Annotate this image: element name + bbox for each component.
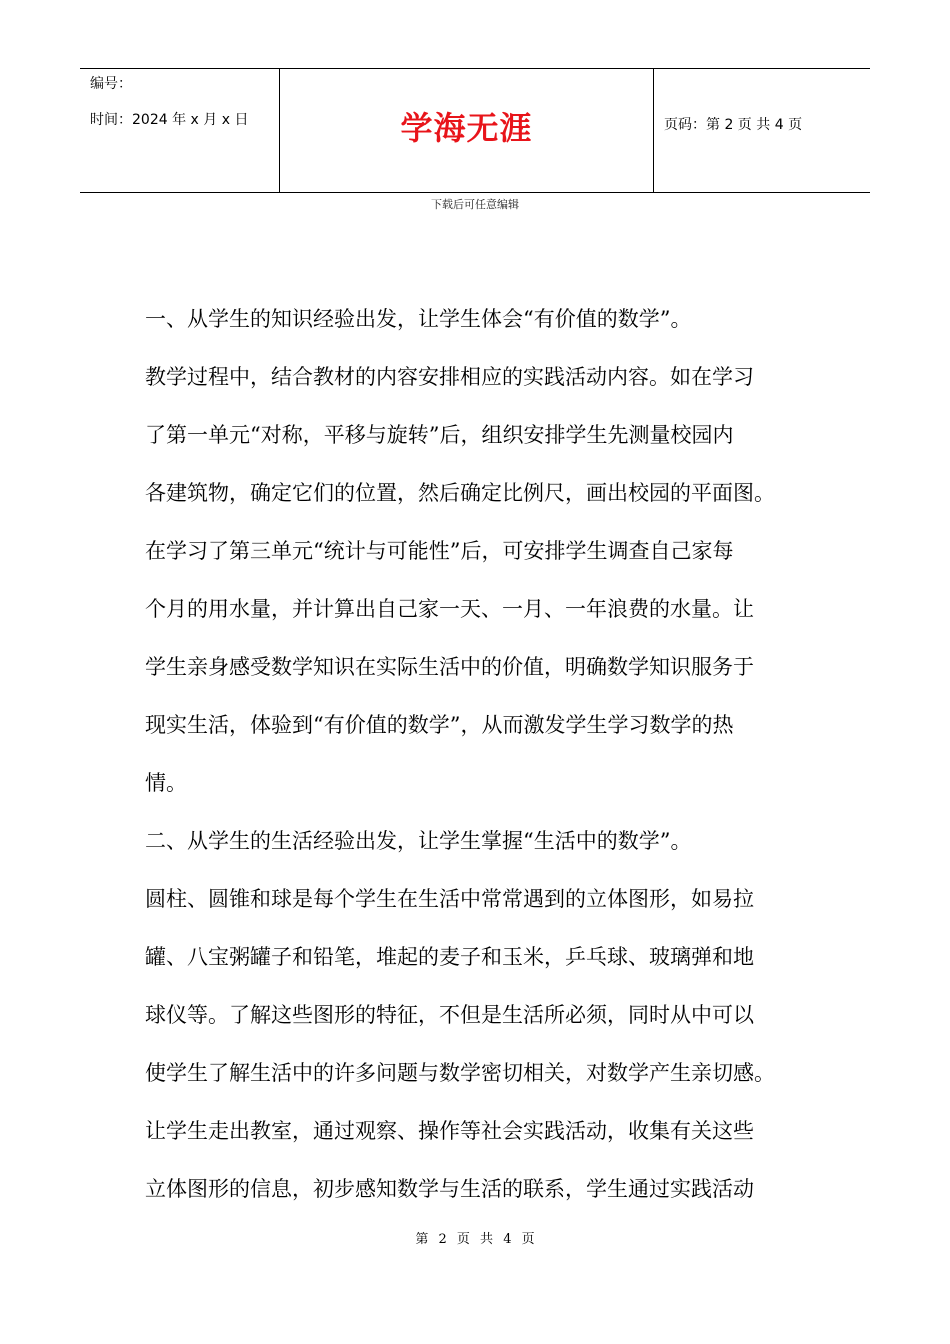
brand-title: 学海无涯 bbox=[400, 109, 533, 147]
body-line: 一、从学生的知识经验出发，让学生体会“有价值的数学”。 bbox=[145, 307, 692, 331]
body-text bbox=[145, 290, 835, 1218]
page-footer: 第 2 页 共 4 页 bbox=[415, 1232, 535, 1247]
body-line: 了第一单元“对称，平移与旋转”后，组织安排学生先测量校园内 bbox=[145, 423, 734, 447]
body-line: 情。 bbox=[145, 771, 187, 795]
header-right-cell bbox=[654, 69, 870, 192]
document-header bbox=[80, 68, 870, 193]
edit-note: 下载后可任意编辑 bbox=[431, 198, 519, 211]
date-label: 时间：2024 年 x 月 x 日 bbox=[90, 112, 249, 128]
body-line: 个月的用水量，并计算出自己家一天、一月、一年浪费的水量。让 bbox=[145, 597, 754, 621]
body-line: 二、从学生的生活经验出发，让学生掌握“生活中的数学”。 bbox=[145, 829, 692, 853]
body-line: 教学过程中，结合教材的内容安排相应的实践活动内容。如在学习 bbox=[145, 365, 754, 389]
body-line: 学生亲身感受数学知识在实际生活中的价值，明确数学知识服务于 bbox=[145, 655, 754, 679]
serial-number-label: 编号： bbox=[90, 76, 132, 92]
body-line: 各建筑物，确定它们的位置，然后确定比例尺，画出校园的平面图。 bbox=[145, 481, 775, 505]
body-line: 球仪等。了解这些图形的特征，不但是生活所必须，同时从中可以 bbox=[145, 1003, 754, 1027]
body-line: 立体图形的信息，初步感知数学与生活的联系，学生通过实践活动 bbox=[145, 1177, 754, 1201]
body-line: 现实生活，体验到“有价值的数学”，从而激发学生学习数学的热 bbox=[145, 713, 734, 737]
body-line: 罐、八宝粥罐子和铅笔，堆起的麦子和玉米，乒乓球、玻璃弹和地 bbox=[145, 945, 754, 969]
body-line: 圆柱、圆锥和球是每个学生在生活中常常遇到的立体图形，如易拉 bbox=[145, 887, 754, 911]
body-line: 在学习了第三单元“统计与可能性”后，可安排学生调查自己家每 bbox=[145, 539, 734, 563]
body-line: 使学生了解生活中的许多问题与数学密切相关，对数学产生亲切感。 bbox=[145, 1061, 775, 1085]
header-left-cell bbox=[80, 69, 280, 192]
header-page-number: 页码：第 2 页 共 4 页 bbox=[664, 117, 803, 133]
header-center-cell bbox=[280, 69, 654, 192]
body-line: 让学生走出教室，通过观察、操作等社会实践活动，收集有关这些 bbox=[145, 1119, 754, 1143]
